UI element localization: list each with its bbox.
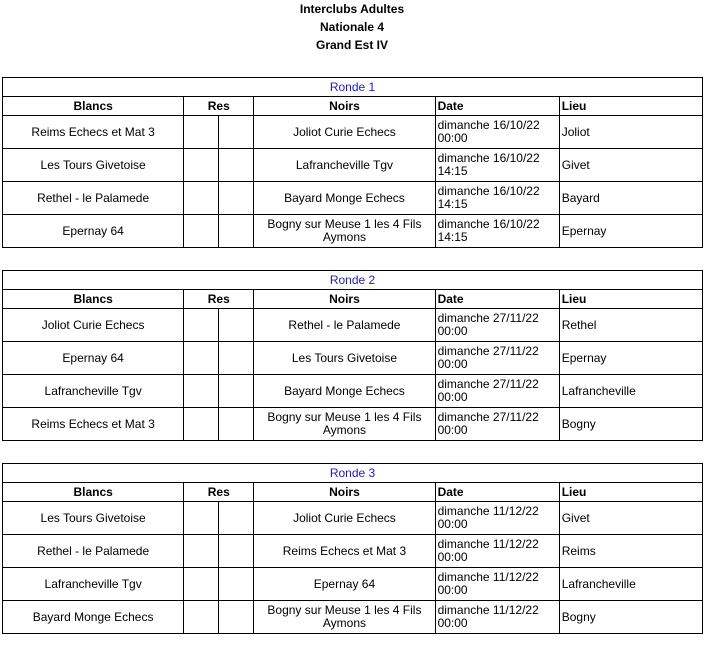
- match-date: [435, 601, 559, 634]
- col-header-res: Res: [184, 97, 254, 116]
- col-header-noirs: Noirs: [254, 290, 435, 309]
- result-noirs: [219, 535, 254, 568]
- match-time: 00:00: [437, 583, 468, 597]
- match-lieu: Givet: [559, 502, 702, 535]
- match-date: [435, 149, 559, 182]
- match-row: [3, 215, 703, 248]
- team-noirs: Rethel - le Palamede: [254, 309, 435, 342]
- ronde-title: Ronde 2: [3, 271, 703, 290]
- result-noirs: [219, 342, 254, 375]
- header-division: Nationale 4: [319, 20, 385, 34]
- match-row: [3, 182, 703, 215]
- match-time: 00:00: [437, 517, 468, 531]
- match-date: [435, 182, 559, 215]
- match-time: 14:15: [437, 164, 468, 178]
- match-day: dimanche 16/10/22: [437, 184, 540, 198]
- team-noirs: Epernay 64: [254, 568, 435, 601]
- match-lieu: Bogny: [559, 408, 702, 441]
- match-row: [3, 149, 703, 182]
- match-row: [3, 342, 703, 375]
- match-day: dimanche 16/10/22: [437, 151, 540, 165]
- result-blancs: [184, 182, 219, 215]
- match-date: [435, 535, 559, 568]
- team-blancs: Rethel - le Palamede: [3, 182, 184, 215]
- result-blancs: [184, 375, 219, 408]
- result-noirs: [219, 375, 254, 408]
- ronde-title: Ronde 3: [3, 464, 703, 483]
- team-noirs: Bogny sur Meuse 1 les 4 Fils Aymons: [254, 215, 435, 248]
- match-row: [3, 568, 703, 601]
- match-lieu: Givet: [559, 149, 702, 182]
- match-row: [3, 309, 703, 342]
- match-time: 14:15: [437, 197, 468, 211]
- team-blancs: Epernay 64: [3, 342, 184, 375]
- ronde-table-3: [2, 463, 703, 634]
- match-lieu: Reims: [559, 535, 702, 568]
- match-date: [435, 502, 559, 535]
- match-time: 00:00: [437, 423, 468, 437]
- match-day: dimanche 16/10/22: [437, 118, 540, 132]
- col-header-res: Res: [184, 483, 254, 502]
- team-noirs: Les Tours Givetoise: [254, 342, 435, 375]
- col-header-date: Date: [435, 97, 559, 116]
- header-title: Interclubs Adultes: [299, 2, 405, 16]
- result-noirs: [219, 568, 254, 601]
- result-blancs: [184, 502, 219, 535]
- page-header: [0, 0, 704, 54]
- result-noirs: [219, 215, 254, 248]
- match-row: [3, 502, 703, 535]
- team-noirs: Joliot Curie Echecs: [254, 116, 435, 149]
- col-header-blancs: Blancs: [3, 483, 184, 502]
- match-date: [435, 215, 559, 248]
- col-header-blancs: Blancs: [3, 97, 184, 116]
- team-blancs: Reims Echecs et Mat 3: [3, 116, 184, 149]
- ronde-table-1: [2, 77, 703, 248]
- match-day: dimanche 27/11/22: [437, 377, 539, 391]
- match-day: dimanche 27/11/22: [437, 344, 539, 358]
- match-date: [435, 408, 559, 441]
- match-row: [3, 116, 703, 149]
- col-header-lieu: Lieu: [559, 97, 702, 116]
- team-noirs: Joliot Curie Echecs: [254, 502, 435, 535]
- match-row: [3, 535, 703, 568]
- match-row: [3, 601, 703, 634]
- team-noirs: Bogny sur Meuse 1 les 4 Fils Aymons: [254, 601, 435, 634]
- team-noirs: Bayard Monge Echecs: [254, 375, 435, 408]
- ronde-title: Ronde 1: [3, 78, 703, 97]
- match-date: [435, 375, 559, 408]
- match-row: [3, 408, 703, 441]
- team-blancs: Lafrancheville Tgv: [3, 375, 184, 408]
- col-header-lieu: Lieu: [559, 290, 702, 309]
- result-blancs: [184, 601, 219, 634]
- match-lieu: Bogny: [559, 601, 702, 634]
- match-date: [435, 568, 559, 601]
- result-noirs: [219, 149, 254, 182]
- match-time: 00:00: [437, 616, 468, 630]
- col-header-date: Date: [435, 483, 559, 502]
- col-header-noirs: Noirs: [254, 483, 435, 502]
- col-header-res: Res: [184, 290, 254, 309]
- match-time: 14:15: [437, 230, 468, 244]
- result-blancs: [184, 342, 219, 375]
- col-header-lieu: Lieu: [559, 483, 702, 502]
- match-lieu: Epernay: [559, 342, 702, 375]
- match-time: 00:00: [437, 131, 468, 145]
- result-noirs: [219, 601, 254, 634]
- match-row: [3, 375, 703, 408]
- match-date: [435, 342, 559, 375]
- match-lieu: Lafrancheville: [559, 375, 702, 408]
- result-noirs: [219, 116, 254, 149]
- match-time: 00:00: [437, 550, 468, 564]
- team-blancs: Epernay 64: [3, 215, 184, 248]
- result-blancs: [184, 408, 219, 441]
- match-lieu: Bayard: [559, 182, 702, 215]
- team-blancs: Rethel - le Palamede: [3, 535, 184, 568]
- col-header-date: Date: [435, 290, 559, 309]
- match-lieu: Rethel: [559, 309, 702, 342]
- team-noirs: Reims Echecs et Mat 3: [254, 535, 435, 568]
- header-group: Grand Est IV: [315, 38, 389, 52]
- result-blancs: [184, 568, 219, 601]
- result-blancs: [184, 309, 219, 342]
- match-time: 00:00: [437, 390, 468, 404]
- team-blancs: Les Tours Givetoise: [3, 502, 184, 535]
- team-noirs: Bayard Monge Echecs: [254, 182, 435, 215]
- team-blancs: Reims Echecs et Mat 3: [3, 408, 184, 441]
- result-blancs: [184, 535, 219, 568]
- result-blancs: [184, 149, 219, 182]
- match-day: dimanche 16/10/22: [437, 217, 540, 231]
- result-noirs: [219, 408, 254, 441]
- match-day: dimanche 11/12/22: [437, 570, 539, 584]
- ronde-table-2: [2, 270, 703, 441]
- col-header-noirs: Noirs: [254, 97, 435, 116]
- team-blancs: Les Tours Givetoise: [3, 149, 184, 182]
- match-lieu: Joliot: [559, 116, 702, 149]
- match-time: 00:00: [437, 357, 468, 371]
- result-noirs: [219, 309, 254, 342]
- result-noirs: [219, 502, 254, 535]
- match-date: [435, 116, 559, 149]
- match-day: dimanche 27/11/22: [437, 410, 539, 424]
- result-noirs: [219, 182, 254, 215]
- team-blancs: Joliot Curie Echecs: [3, 309, 184, 342]
- match-lieu: Epernay: [559, 215, 702, 248]
- match-day: dimanche 11/12/22: [437, 504, 539, 518]
- col-header-blancs: Blancs: [3, 290, 184, 309]
- match-day: dimanche 11/12/22: [437, 537, 539, 551]
- team-noirs: Bogny sur Meuse 1 les 4 Fils Aymons: [254, 408, 435, 441]
- team-blancs: Bayard Monge Echecs: [3, 601, 184, 634]
- result-blancs: [184, 116, 219, 149]
- match-day: dimanche 11/12/22: [437, 603, 539, 617]
- match-date: [435, 309, 559, 342]
- result-blancs: [184, 215, 219, 248]
- team-blancs: Lafrancheville Tgv: [3, 568, 184, 601]
- match-time: 00:00: [437, 324, 468, 338]
- match-lieu: Lafrancheville: [559, 568, 702, 601]
- team-noirs: Lafrancheville Tgv: [254, 149, 435, 182]
- match-day: dimanche 27/11/22: [437, 311, 539, 325]
